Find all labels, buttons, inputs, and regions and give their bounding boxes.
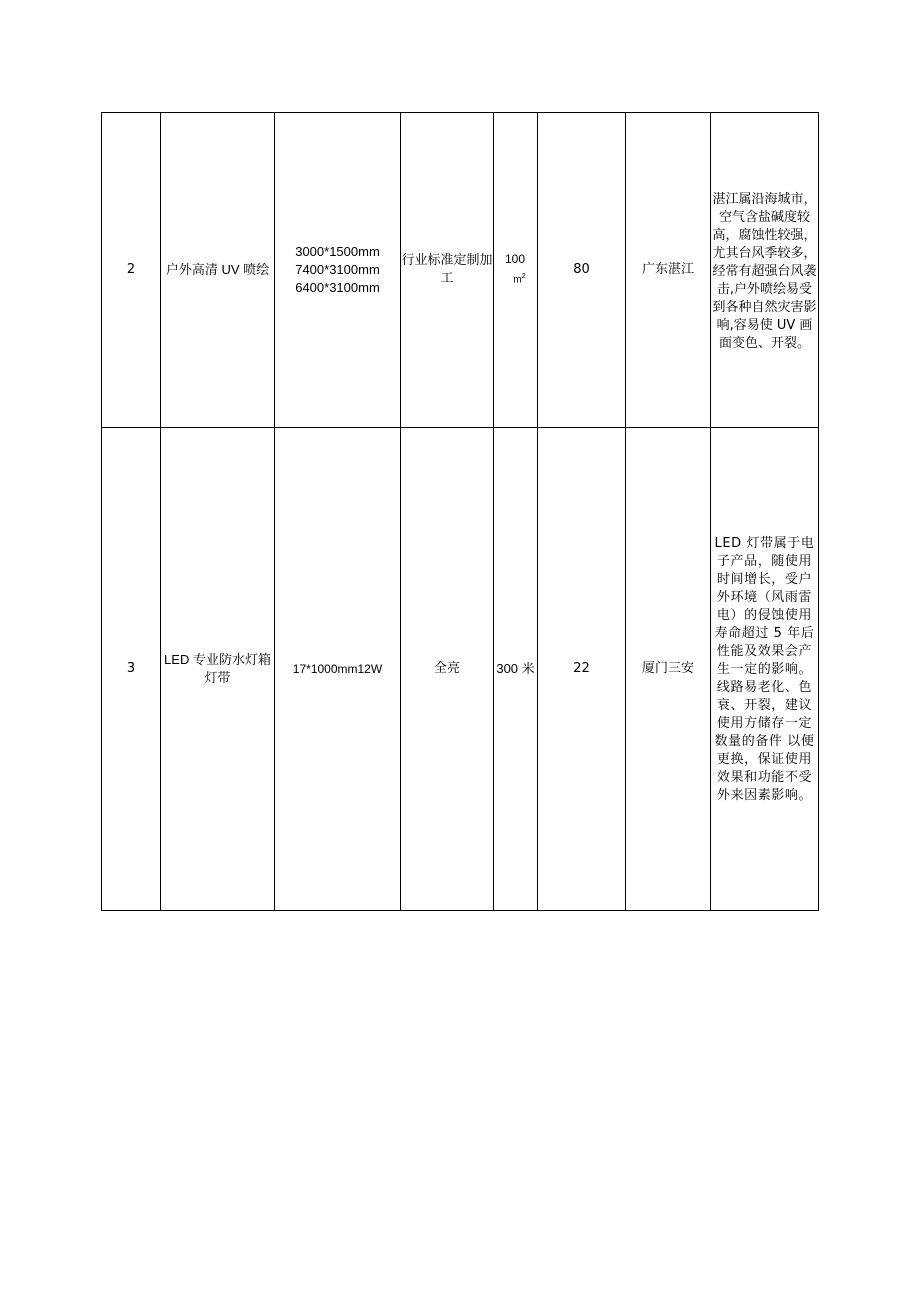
spec-line: 7400*3100mm	[295, 262, 380, 277]
item-quantity: 300 米	[494, 428, 538, 911]
item-remark: LED 灯带属于电子产品，随使用时间增长，受户外环境（风雨雷电）的侵蚀使用寿命超过 5 年后性能及效果会产生一定的影响。线路易老化、色衰、开裂，建议使用方储存一定数量的备件 以便更换，保证使用效果和功能不受外来因素影响。	[711, 428, 819, 911]
equipment-table	[101, 112, 819, 911]
table-row	[102, 428, 819, 911]
unit-base: m	[513, 274, 522, 286]
unit-superscript: 2	[521, 273, 526, 281]
spec-line: 6400*3100mm	[295, 280, 380, 295]
item-standard: 行业标准定制加工	[401, 113, 494, 428]
item-name: LED 专业防水灯箱灯带	[161, 428, 275, 911]
row-number: 2	[102, 113, 161, 428]
item-origin: 厦门三安	[626, 428, 711, 911]
item-count: 80	[538, 113, 626, 428]
spec-line: 17*1000mm12W	[292, 662, 383, 676]
row-number: 3	[102, 428, 161, 911]
item-standard: 全亮	[401, 428, 494, 911]
quantity-value: 100	[504, 252, 526, 267]
item-name: 户外高清 UV 喷绘	[161, 113, 275, 428]
item-spec	[275, 428, 401, 911]
item-count: 22	[538, 428, 626, 911]
item-remark: 湛江属沿海城市，空气含盐碱度较高，腐蚀性较强，尤其台风季较多，经常有超强台风袭击,户外喷绘易受到各种自然灾害影响,容易使 UV 画面变色、开裂。	[711, 113, 819, 428]
spec-line: 3000*1500mm	[295, 244, 380, 259]
item-quantity	[494, 113, 538, 428]
quantity-unit	[494, 268, 537, 289]
table-row	[102, 113, 819, 428]
item-spec	[275, 113, 401, 428]
item-origin: 广东湛江	[626, 113, 711, 428]
